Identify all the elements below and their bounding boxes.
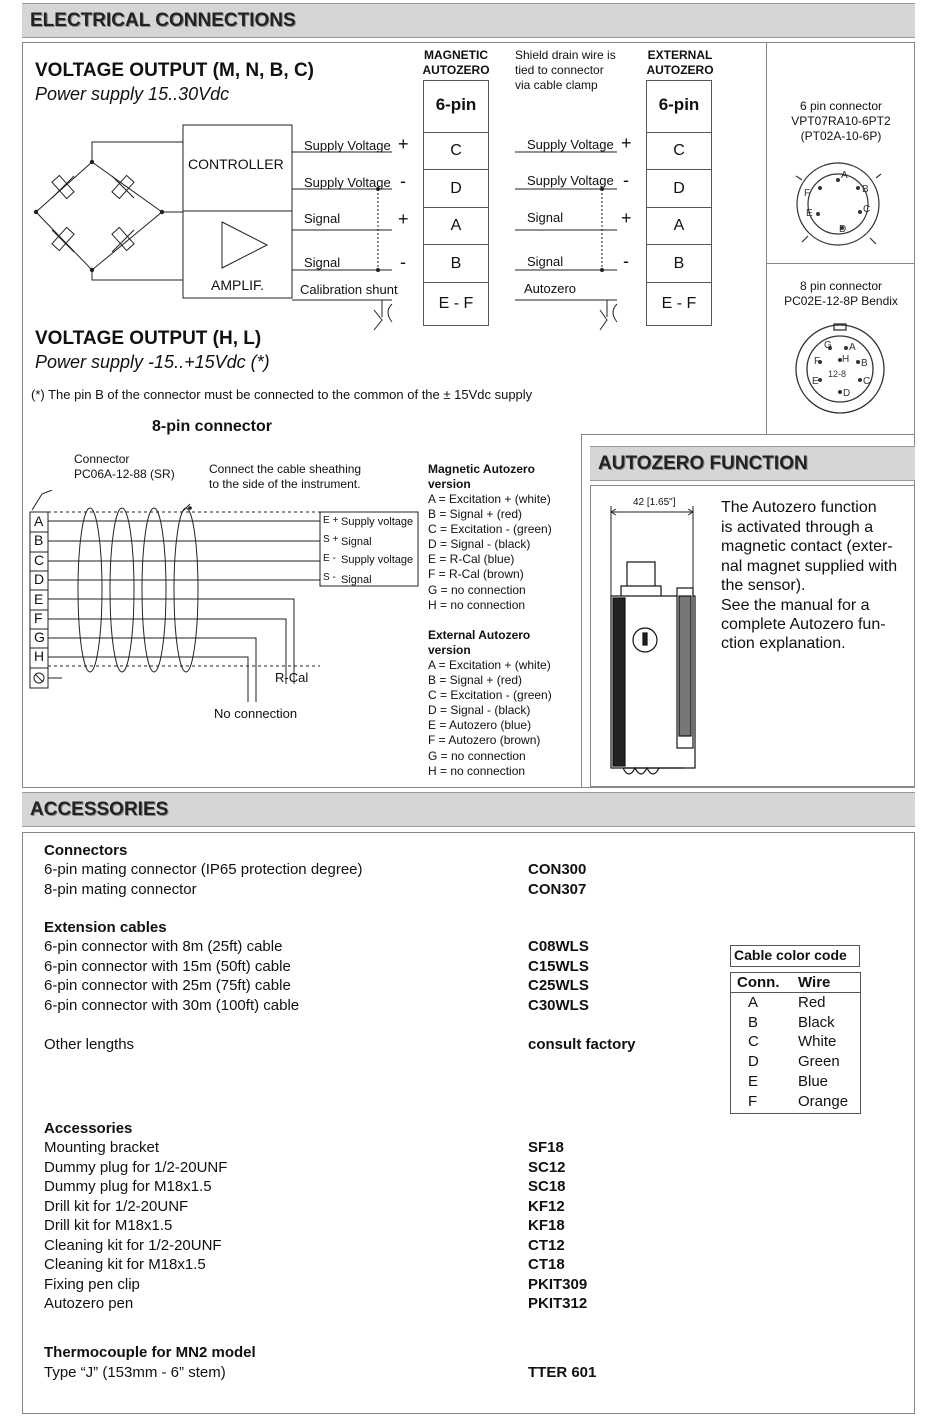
- magnetic-pin-c: C: [423, 132, 489, 170]
- conn8-letter-c: C: [863, 376, 871, 387]
- cable-header-rule: [731, 992, 860, 993]
- pin-letter-a: A: [34, 513, 44, 529]
- magnetic-version-title: Magnetic Autozero version: [428, 462, 535, 491]
- autozero-text-line: magnetic contact (exter-: [721, 538, 893, 555]
- external-version-line: E = Autozero (blue): [428, 718, 532, 732]
- cable-wire-cell: White: [798, 1033, 837, 1050]
- conn8-letter-a: A: [849, 342, 856, 353]
- magnetic-version-line: G = no connection: [428, 583, 526, 597]
- cable-wire-cell: Orange: [798, 1093, 849, 1110]
- minus-sign: -: [400, 171, 406, 191]
- pin-letter-c: C: [34, 552, 45, 568]
- acc-item-name: Cleaning kit for 1/2-20UNF: [44, 1237, 222, 1254]
- ext-supply-voltage-plus-label: Supply Voltage: [527, 137, 614, 152]
- acc-item-code: CT18: [528, 1256, 565, 1273]
- acc-item-code: C25WLS: [528, 977, 589, 994]
- external-pin-b: B: [646, 244, 712, 283]
- external-version-line: H = no connection: [428, 764, 526, 778]
- acc-item-code: CT12: [528, 1237, 565, 1254]
- accessories-title: ACCESSORIES: [30, 799, 169, 820]
- external-version-line: C = Excitation - (green): [428, 688, 552, 702]
- external-version-line: G = no connection: [428, 749, 526, 763]
- calibration-shunt-label: Calibration shunt: [300, 282, 398, 297]
- lower-area-vdivider: [581, 434, 582, 788]
- pin-letter-e: E: [34, 591, 44, 607]
- pin-letter-f: F: [34, 610, 43, 626]
- pin-letter-h: H: [34, 648, 45, 664]
- conn6-letter-c: C: [863, 204, 871, 215]
- acc-item-name: Autozero pen: [44, 1295, 134, 1312]
- autozero-dimension: 42 [1.65"]: [633, 497, 676, 508]
- signal-plus-label: Signal: [304, 211, 341, 226]
- external-autozero-header: EXTERNAL AUTOZERO: [646, 48, 714, 77]
- rcal-label: R-Cal: [275, 670, 309, 685]
- electrical-title: ELECTRICAL CONNECTIONS: [30, 10, 296, 31]
- amplif-label: AMPLIF.: [211, 277, 264, 293]
- ext-supply-voltage-minus-label: Supply Voltage: [527, 173, 614, 188]
- connector-6pin-drawing: [780, 158, 900, 250]
- external-version-line: B = Signal + (red): [428, 673, 523, 687]
- magnetic-version-line: H = no connection: [428, 598, 526, 612]
- conn8-letter-b: B: [861, 358, 868, 369]
- cable-table: [730, 972, 861, 1114]
- acc-item-code: TTER 601: [528, 1364, 597, 1381]
- footnote: (*) The pin B of the connector must be connected to the common of the ± 15Vdc supply: [31, 387, 533, 402]
- cable-wire-cell: Green: [798, 1053, 840, 1070]
- plus-sign: +: [398, 134, 409, 154]
- controller-label: CONTROLLER: [188, 156, 284, 172]
- external-version-title: External Autozero version: [428, 628, 531, 657]
- acc-item-code: SC12: [528, 1159, 566, 1176]
- plus-sign: +: [621, 208, 632, 228]
- legend-label-signal-minus: Signal: [341, 574, 372, 586]
- acc-item-name: 8-pin mating connector: [44, 881, 197, 898]
- autozero-text-line: The Autozero function: [721, 499, 877, 516]
- conn8-letter-e: E: [812, 376, 819, 387]
- conn8-letter-f: F: [814, 356, 821, 367]
- magnetic-pin-b: B: [423, 244, 489, 283]
- acc-item-name: 6-pin mating connector (IP65 protection degree): [44, 861, 363, 878]
- cable-table-title: Cable color code: [734, 947, 847, 963]
- acc-item-name: Drill kit for M18x1.5: [44, 1217, 173, 1234]
- acc-item-code: C15WLS: [528, 958, 589, 975]
- cable-col-conn: Conn.: [737, 974, 780, 991]
- connector-6pin-desc: 6 pin connector VPT07RA10-6PT2 (PT02A-10-6P): [791, 99, 891, 143]
- magnetic-version-line: B = Signal + (red): [428, 507, 523, 521]
- magnetic-version-line: C = Excitation - (green): [428, 522, 552, 536]
- sensor-drawing: [595, 500, 720, 782]
- legend-pin-s-minus: S -: [323, 572, 336, 583]
- acc-item-name: Drill kit for 1/2-20UNF: [44, 1198, 189, 1215]
- magnetic-pin-d: D: [423, 169, 489, 208]
- magnetic-autozero-header: MAGNETIC AUTOZERO: [422, 48, 490, 77]
- minus-sign: -: [623, 170, 629, 190]
- acc-item-name: 6-pin connector with 30m (100ft) cable: [44, 997, 300, 1014]
- connector-row-divider: [766, 263, 915, 264]
- conn6-letter-e: E: [806, 208, 813, 219]
- autozero-wire-label: Autozero: [524, 281, 577, 296]
- cable-wire-cell: Red: [798, 994, 826, 1011]
- electrical-header-band: [22, 3, 915, 38]
- cable-table-title-box: [730, 945, 860, 967]
- cable-conn-cell: D: [748, 1053, 759, 1070]
- pin-letter-g: G: [34, 629, 45, 645]
- external-version-line: D = Signal - (black): [428, 703, 531, 717]
- magnetic-pin-ef: E - F: [423, 282, 489, 326]
- conn8-letter-h: H: [842, 354, 850, 365]
- autozero-text-line: ction explanation.: [721, 635, 846, 652]
- acc-item-name: Cleaning kit for M18x1.5: [44, 1256, 206, 1273]
- magnetic-pin-a: A: [423, 207, 489, 245]
- magnetic-version-line: D = Signal - (black): [428, 537, 531, 551]
- cable-conn-cell: E: [748, 1073, 759, 1090]
- conn8-center-label: 12-8: [828, 369, 847, 379]
- acc-item-name: 6-pin connector with 25m (75ft) cable: [44, 977, 291, 994]
- acc-item-name: Other lengths: [44, 1036, 135, 1053]
- acc-group-heading: Connectors: [44, 842, 128, 859]
- legend-pin-s-plus: S +: [323, 534, 339, 545]
- conn6-letter-a: A: [841, 170, 848, 181]
- acc-item-code: C08WLS: [528, 938, 589, 955]
- ext-signal-minus-label: Signal: [527, 254, 564, 269]
- autozero-text-line: See the manual for a: [721, 597, 870, 614]
- magnetic-version-line: E = R-Cal (blue): [428, 552, 515, 566]
- connector-8pin-desc: 8 pin connector PC02E-12-8P Bendix: [784, 279, 898, 308]
- external-pin-c: C: [646, 132, 712, 170]
- voltage-output-2-supply: Power supply -15..+15Vdc (*): [35, 352, 270, 372]
- external-6pin-header: 6-pin: [646, 80, 712, 133]
- acc-item-name: Type “J” (153mm - 6” stem): [44, 1364, 226, 1381]
- acc-item-code: SF18: [528, 1139, 564, 1156]
- conn6-letter-d: D: [839, 224, 847, 235]
- acc-item-code: C30WLS: [528, 997, 589, 1014]
- eight-pin-connector-title: 8-pin connector: [152, 418, 273, 435]
- cable-conn-cell: F: [748, 1093, 758, 1110]
- acc-item-code: KF18: [528, 1217, 565, 1234]
- autozero-text-line: the sensor).: [721, 577, 806, 594]
- external-pin-d: D: [646, 169, 712, 208]
- cable-conn-cell: B: [748, 1014, 759, 1031]
- shield-note: Shield drain wire is tied to connector via cable clamp: [515, 48, 616, 92]
- sheath-note: Connect the cable sheathing to the side of the instrument.: [209, 462, 362, 491]
- connector-8pin-drawing: [790, 322, 890, 416]
- acc-item-name: 6-pin connector with 15m (50ft) cable: [44, 958, 291, 975]
- supply-voltage-minus-label: Supply Voltage: [304, 175, 391, 190]
- accessories-header-band: [22, 792, 915, 827]
- magnetic-6pin-header: 6-pin: [423, 80, 489, 133]
- autozero-text-line: is activated through a: [721, 519, 874, 536]
- magnetic-version-line: F = R-Cal (brown): [428, 567, 524, 581]
- connector-pc06a-label: Connector PC06A-12-88 (SR): [74, 452, 175, 481]
- pin-letter-b: B: [34, 532, 44, 548]
- cable-conn-cell: C: [748, 1033, 759, 1050]
- plus-sign: +: [621, 133, 632, 153]
- legend-pin-e-minus: E -: [323, 553, 336, 564]
- acc-item-name: 6-pin connector with 8m (25ft) cable: [44, 938, 283, 955]
- acc-group-heading: Thermocouple for MN2 model: [44, 1344, 256, 1361]
- lower-area-divider: [581, 434, 915, 435]
- minus-sign: -: [623, 251, 629, 271]
- acc-item-code: PKIT312: [528, 1295, 588, 1312]
- voltage-output-1-supply: Power supply 15..30Vdc: [35, 84, 230, 104]
- acc-item-code: consult factory: [528, 1036, 636, 1053]
- autozero-title: AUTOZERO FUNCTION: [598, 453, 808, 474]
- autozero-text-line: nal magnet supplied with: [721, 558, 898, 575]
- no-connection-label: No connection: [214, 706, 298, 721]
- legend-pin-e-plus: E +: [323, 515, 339, 526]
- cable-wire-cell: Blue: [798, 1073, 829, 1090]
- conn6-letter-f: F: [804, 188, 811, 199]
- acc-item-code: CON300: [528, 861, 587, 878]
- acc-item-code: SC18: [528, 1178, 566, 1195]
- acc-group-heading: Accessories: [44, 1120, 133, 1137]
- acc-item-code: KF12: [528, 1198, 565, 1215]
- cable-col-wire: Wire: [798, 974, 831, 991]
- acc-item-name: Dummy plug for 1/2-20UNF: [44, 1159, 228, 1176]
- autozero-text-line: complete Autozero fun-: [721, 616, 886, 633]
- pin-letter-d: D: [34, 571, 45, 587]
- external-pin-a: A: [646, 207, 712, 245]
- external-pin-ef: E - F: [646, 282, 712, 326]
- conn8-letter-g: G: [824, 340, 832, 351]
- conn6-letter-b: B: [862, 184, 869, 195]
- bridge-diamond: [36, 162, 162, 270]
- minus-sign: -: [400, 252, 406, 272]
- cable-wire-cell: Black: [798, 1014, 835, 1031]
- voltage-output-1-title: VOLTAGE OUTPUT (M, N, B, C): [35, 60, 314, 81]
- acc-item-name: Dummy plug for M18x1.5: [44, 1178, 212, 1195]
- acc-item-code: CON307: [528, 881, 587, 898]
- ext-signal-plus-label: Signal: [527, 210, 564, 225]
- acc-group-heading: Extension cables: [44, 919, 167, 936]
- legend-label-supply-plus: Supply voltage: [341, 516, 414, 528]
- magnetic-version-line: A = Excitation + (white): [428, 492, 551, 506]
- acc-item-name: Mounting bracket: [44, 1139, 160, 1156]
- conn8-letter-d: D: [843, 388, 851, 399]
- external-version-line: F = Autozero (brown): [428, 733, 541, 747]
- autozero-header-band: [590, 446, 915, 481]
- voltage-output-2-title: VOLTAGE OUTPUT (H, L): [35, 328, 262, 349]
- legend-label-signal-plus: Signal: [341, 536, 372, 548]
- acc-item-code: PKIT309: [528, 1276, 588, 1293]
- external-version-line: A = Excitation + (white): [428, 658, 551, 672]
- cable-conn-cell: A: [748, 994, 759, 1011]
- plus-sign: +: [398, 209, 409, 229]
- supply-voltage-plus-label: Supply Voltage: [304, 138, 391, 153]
- legend-label-supply-minus: Supply voltage: [341, 554, 414, 566]
- acc-item-name: Fixing pen clip: [44, 1276, 140, 1293]
- signal-minus-label: Signal: [304, 255, 341, 270]
